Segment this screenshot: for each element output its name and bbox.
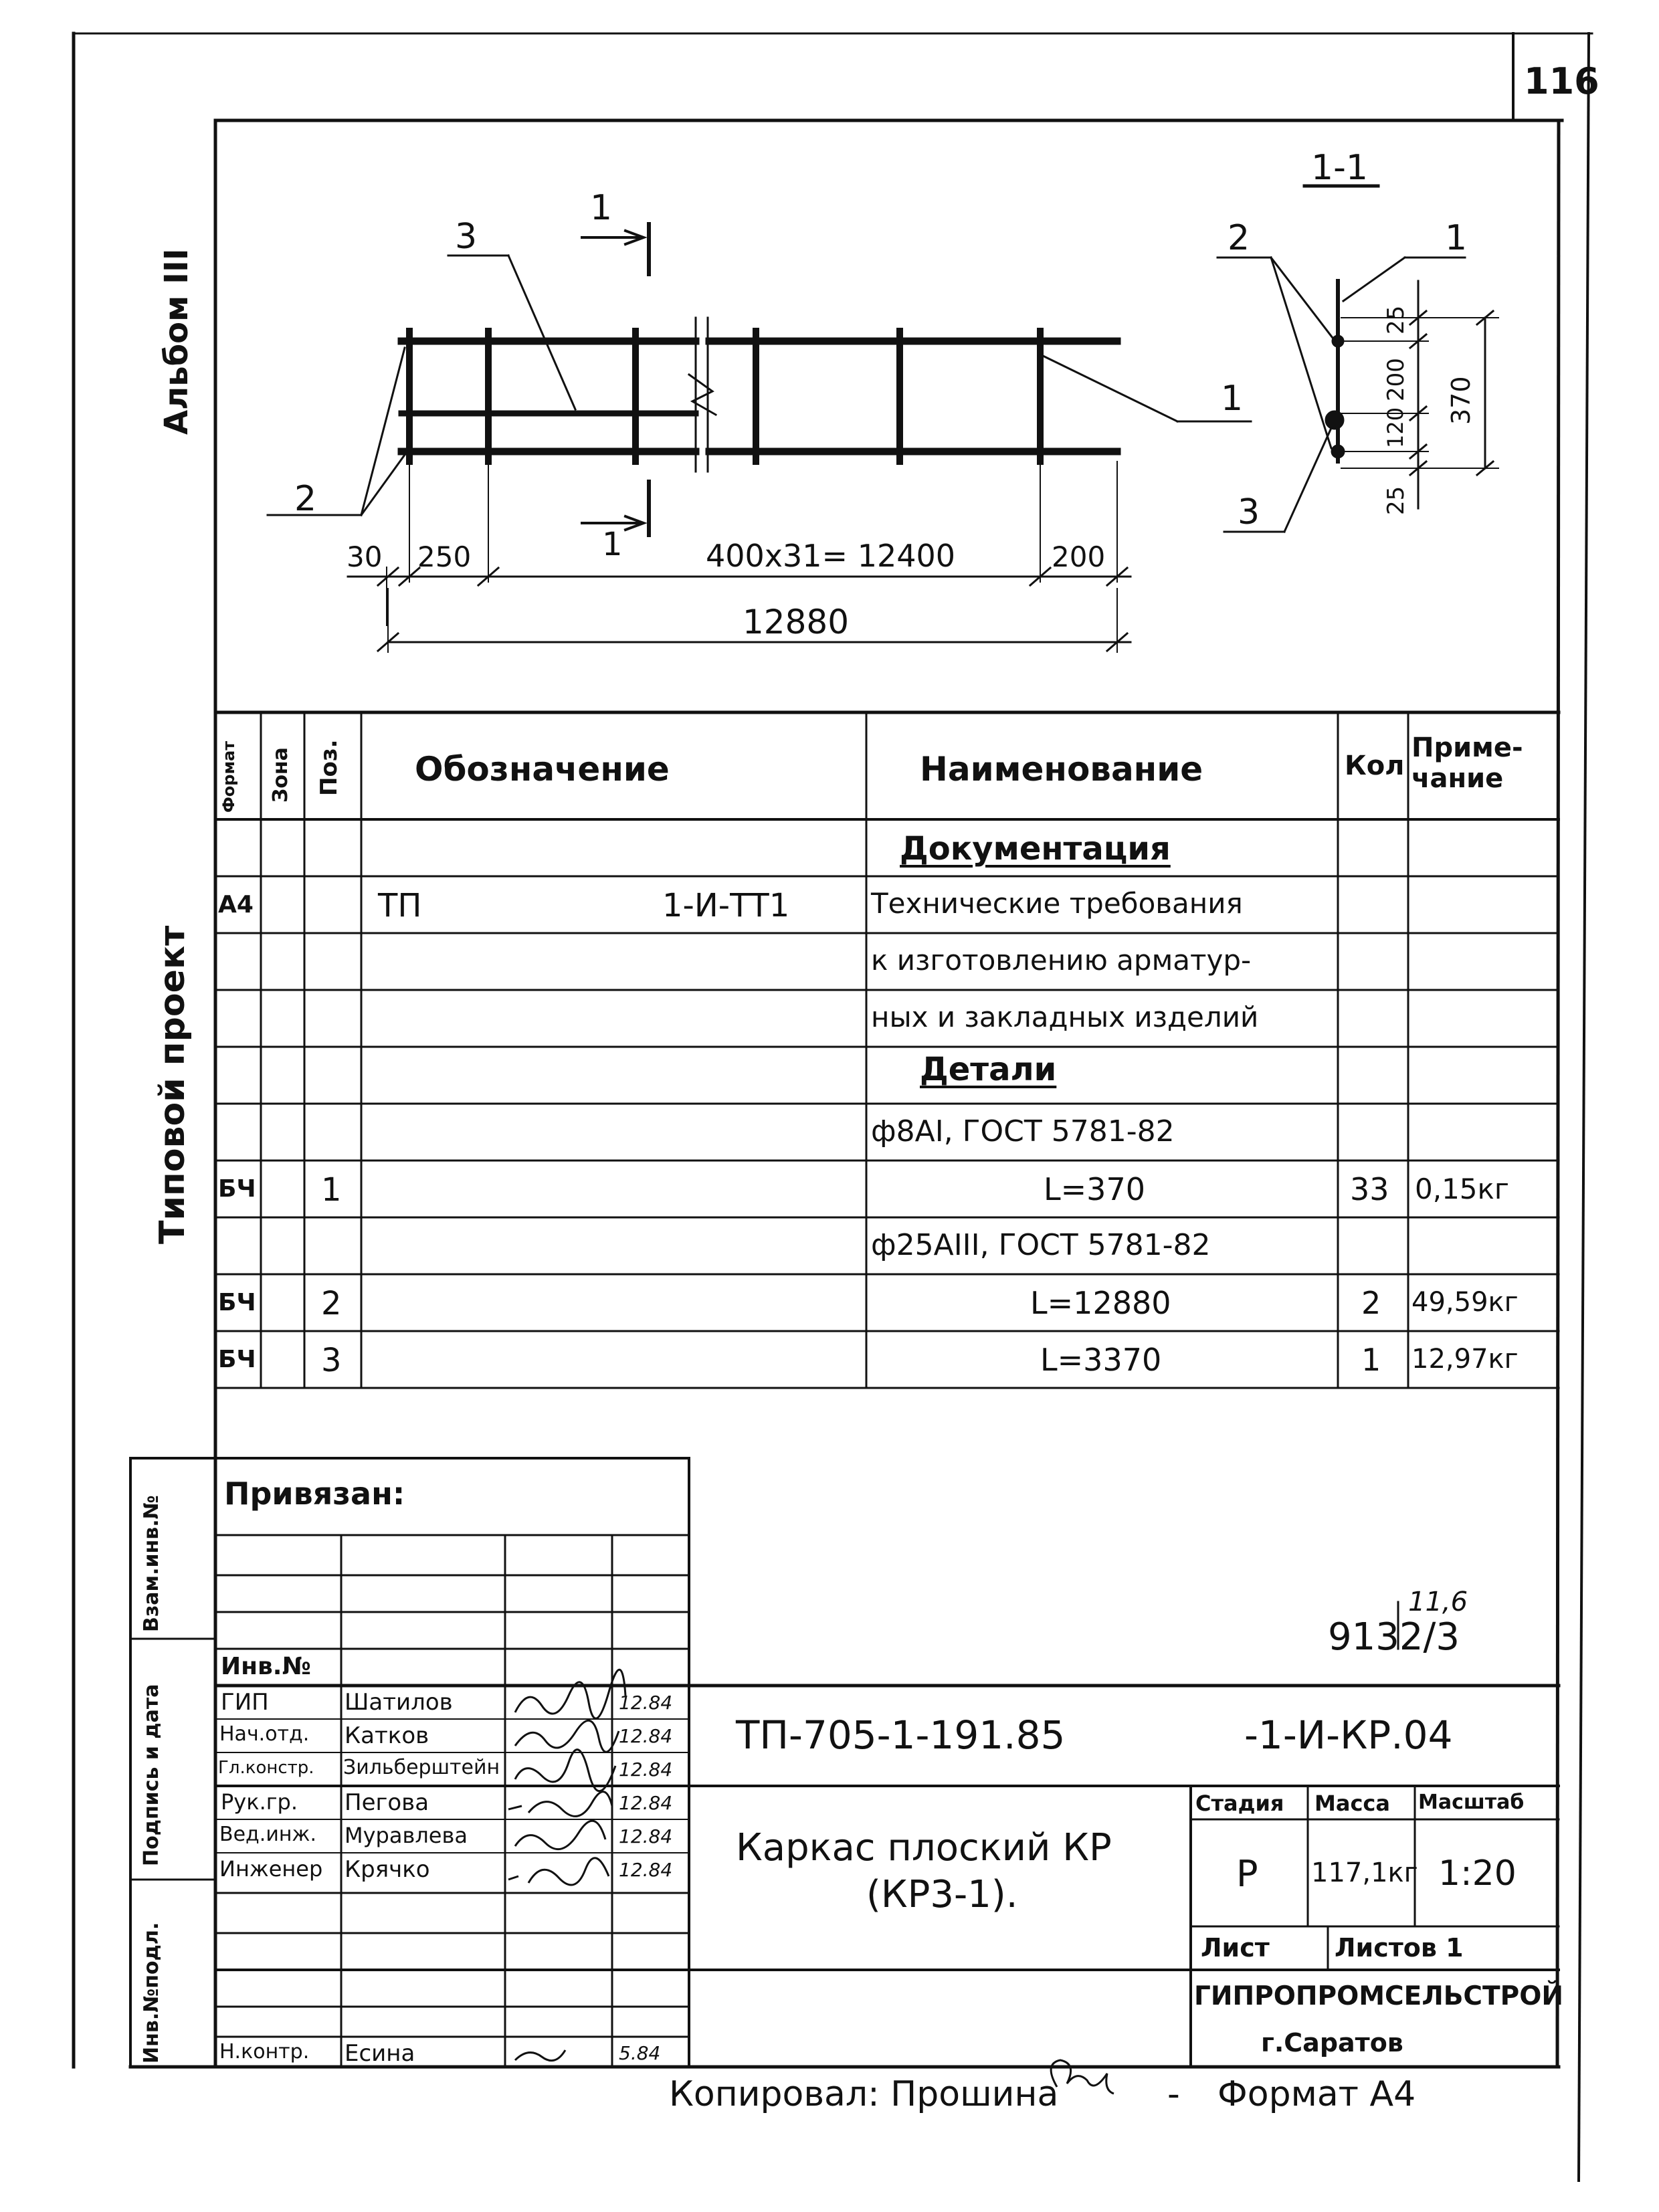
- section-title: 1-1: [1311, 148, 1368, 188]
- row8-format: БЧ: [218, 1289, 256, 1316]
- footer-dash: -: [1167, 2074, 1180, 2114]
- row6-pos: 1: [321, 1171, 342, 1209]
- callout-cut-top: 1: [590, 188, 613, 228]
- row9-qty: 1: [1361, 1342, 1381, 1378]
- signature-ruk-gr: [508, 1792, 612, 1817]
- copied-by: Копировал: Прошина: [669, 2074, 1059, 2114]
- section-dim-120: 120: [1383, 407, 1408, 448]
- drawing-title-line1: Каркас плоский КР: [736, 1826, 1112, 1870]
- row1-format: А4: [218, 891, 254, 918]
- role-gl-konstr: Гл.констр.: [218, 1758, 314, 1778]
- section-callout-2: 2: [1228, 218, 1250, 258]
- name-nach-otd: Катков: [345, 1722, 429, 1749]
- signature-n-kontr: [515, 2050, 565, 2061]
- callout-cut-bottom: 1: [602, 526, 623, 563]
- signature-gip: [515, 1670, 625, 1718]
- album-ref-top: 11,6: [1408, 1587, 1468, 1617]
- section-callout-3: 3: [1238, 492, 1260, 532]
- signature-gl-konstr: [515, 1750, 615, 1791]
- row1-designation-b: 1-И-ТТ1: [662, 887, 790, 924]
- callout-2: 2: [294, 479, 317, 519]
- project-label: Типовой проект: [153, 925, 193, 1244]
- album-label: Альбом III: [158, 248, 195, 435]
- row9-pos: 3: [321, 1342, 342, 1379]
- signature-nach-otd: [515, 1720, 619, 1752]
- mass-value: 117,1кг: [1311, 1857, 1418, 1888]
- spec-heading-details: Детали: [920, 1051, 1057, 1088]
- date-n-kontr: 5.84: [619, 2042, 661, 2064]
- role-n-kontr: Н.контр.: [219, 2040, 310, 2064]
- row8-name: L=12880: [1030, 1285, 1171, 1321]
- callout-1: 1: [1221, 379, 1244, 419]
- row9-format: БЧ: [218, 1346, 256, 1373]
- organization-city: г.Саратов: [1261, 2028, 1403, 2057]
- header-designation: Обозначение: [415, 750, 670, 789]
- album-ref: 9132/3: [1328, 1615, 1460, 1659]
- row9-note: 12,97кг: [1411, 1344, 1519, 1375]
- row1-designation-a: ТП: [378, 887, 422, 924]
- row6-format: БЧ: [218, 1175, 256, 1203]
- date-nach-otd: 12.84: [619, 1725, 673, 1747]
- header-note: Приме-чание: [1411, 732, 1523, 794]
- sheets-label: Листов 1: [1335, 1933, 1464, 1963]
- date-ruk-gr: 12.84: [619, 1792, 673, 1814]
- role-inzhener: Инженер: [219, 1856, 323, 1882]
- role-gip: ГИП: [221, 1689, 269, 1716]
- stage-label: Стадия: [1195, 1791, 1284, 1816]
- name-inzhener: Крячко: [345, 1856, 430, 1883]
- callout-3: 3: [455, 217, 478, 257]
- dim-250: 250: [417, 540, 472, 573]
- section-dim-200: 200: [1383, 358, 1409, 401]
- row7-name: ф25АIII, ГОСТ 5781-82: [871, 1228, 1211, 1262]
- name-gl-konstr: Зильберштейн: [343, 1756, 500, 1779]
- sheet-label: Лист: [1201, 1933, 1270, 1963]
- mass-label: Масса: [1314, 1791, 1390, 1816]
- signature-inzhener: [508, 1858, 609, 1885]
- strip-signature-date: Подпись и дата: [140, 1684, 163, 1866]
- privyazan-label: Привязан:: [224, 1476, 405, 1512]
- name-ved-inzh: Муравлева: [345, 1823, 468, 1848]
- dim-200: 200: [1052, 540, 1106, 573]
- section-dim-25-bottom: 25: [1383, 486, 1409, 515]
- scale-value: 1:20: [1438, 1853, 1517, 1894]
- row8-qty: 2: [1361, 1285, 1381, 1321]
- row8-note: 49,59кг: [1411, 1287, 1519, 1318]
- date-gip: 12.84: [619, 1692, 673, 1714]
- dim-span: 400x31= 12400: [706, 538, 956, 574]
- header-qty: Кол: [1345, 750, 1405, 781]
- scale-label: Масштаб: [1418, 1791, 1525, 1814]
- section-dim-25-top: 25: [1383, 305, 1409, 334]
- spec-heading-documentation: Документация: [900, 830, 1171, 868]
- dim-30: 30: [347, 540, 383, 573]
- date-gl-konstr: 12.84: [619, 1758, 673, 1781]
- organization: ГИПРОПРОМСЕЛЬСТРОЙ: [1194, 1981, 1564, 2011]
- signature-copier: [1051, 2060, 1114, 2094]
- strip-inv-podl: Инв.№подл.: [140, 1922, 163, 2064]
- strip-zam-inv: Взам.инв.№: [140, 1495, 163, 1632]
- signature-ved-inzh: [515, 1821, 605, 1849]
- role-ruk-gr: Рук.гр.: [221, 1789, 298, 1815]
- format-label: Формат А4: [1217, 2074, 1416, 2114]
- stage-value: Р: [1236, 1853, 1258, 1895]
- header-format: Формат: [219, 740, 238, 813]
- row8-pos: 2: [321, 1285, 342, 1322]
- row5-name: ф8АI, ГОСТ 5781-82: [871, 1114, 1175, 1148]
- row2-name: к изготовлению арматур-: [871, 944, 1252, 977]
- row6-qty: 33: [1350, 1171, 1389, 1207]
- date-ved-inzh: 12.84: [619, 1825, 673, 1847]
- row9-name: L=3370: [1040, 1342, 1162, 1378]
- date-inzhener: 12.84: [619, 1859, 673, 1881]
- name-gip: Шатилов: [345, 1689, 453, 1716]
- header-name: Наименование: [920, 750, 1203, 789]
- dim-total: 12880: [743, 603, 850, 641]
- header-zone: Зона: [269, 747, 292, 803]
- row1-name: Технические требования: [871, 887, 1243, 920]
- row3-name: ных и закладных изделий: [871, 1001, 1259, 1033]
- row6-name: L=370: [1044, 1171, 1145, 1207]
- role-nach-otd: Нач.отд.: [219, 1722, 310, 1746]
- section-callout-1: 1: [1445, 218, 1468, 258]
- row6-note: 0,15кг: [1415, 1173, 1509, 1205]
- doc-code-right: -1-И-КР.04: [1244, 1712, 1453, 1758]
- name-n-kontr: Есина: [345, 2040, 415, 2067]
- inv-no-label: Инв.№: [221, 1653, 311, 1680]
- sheet-number: 116: [1524, 60, 1599, 102]
- role-ved-inzh: Вед.инж.: [219, 1823, 316, 1846]
- section-dim-370: 370: [1446, 376, 1476, 425]
- drawing-title-line2: (КР3-1).: [866, 1873, 1018, 1916]
- name-ruk-gr: Пегова: [345, 1789, 429, 1816]
- doc-code-left: ТП-705-1-191.85: [736, 1712, 1066, 1758]
- header-pos: Поз.: [316, 739, 343, 796]
